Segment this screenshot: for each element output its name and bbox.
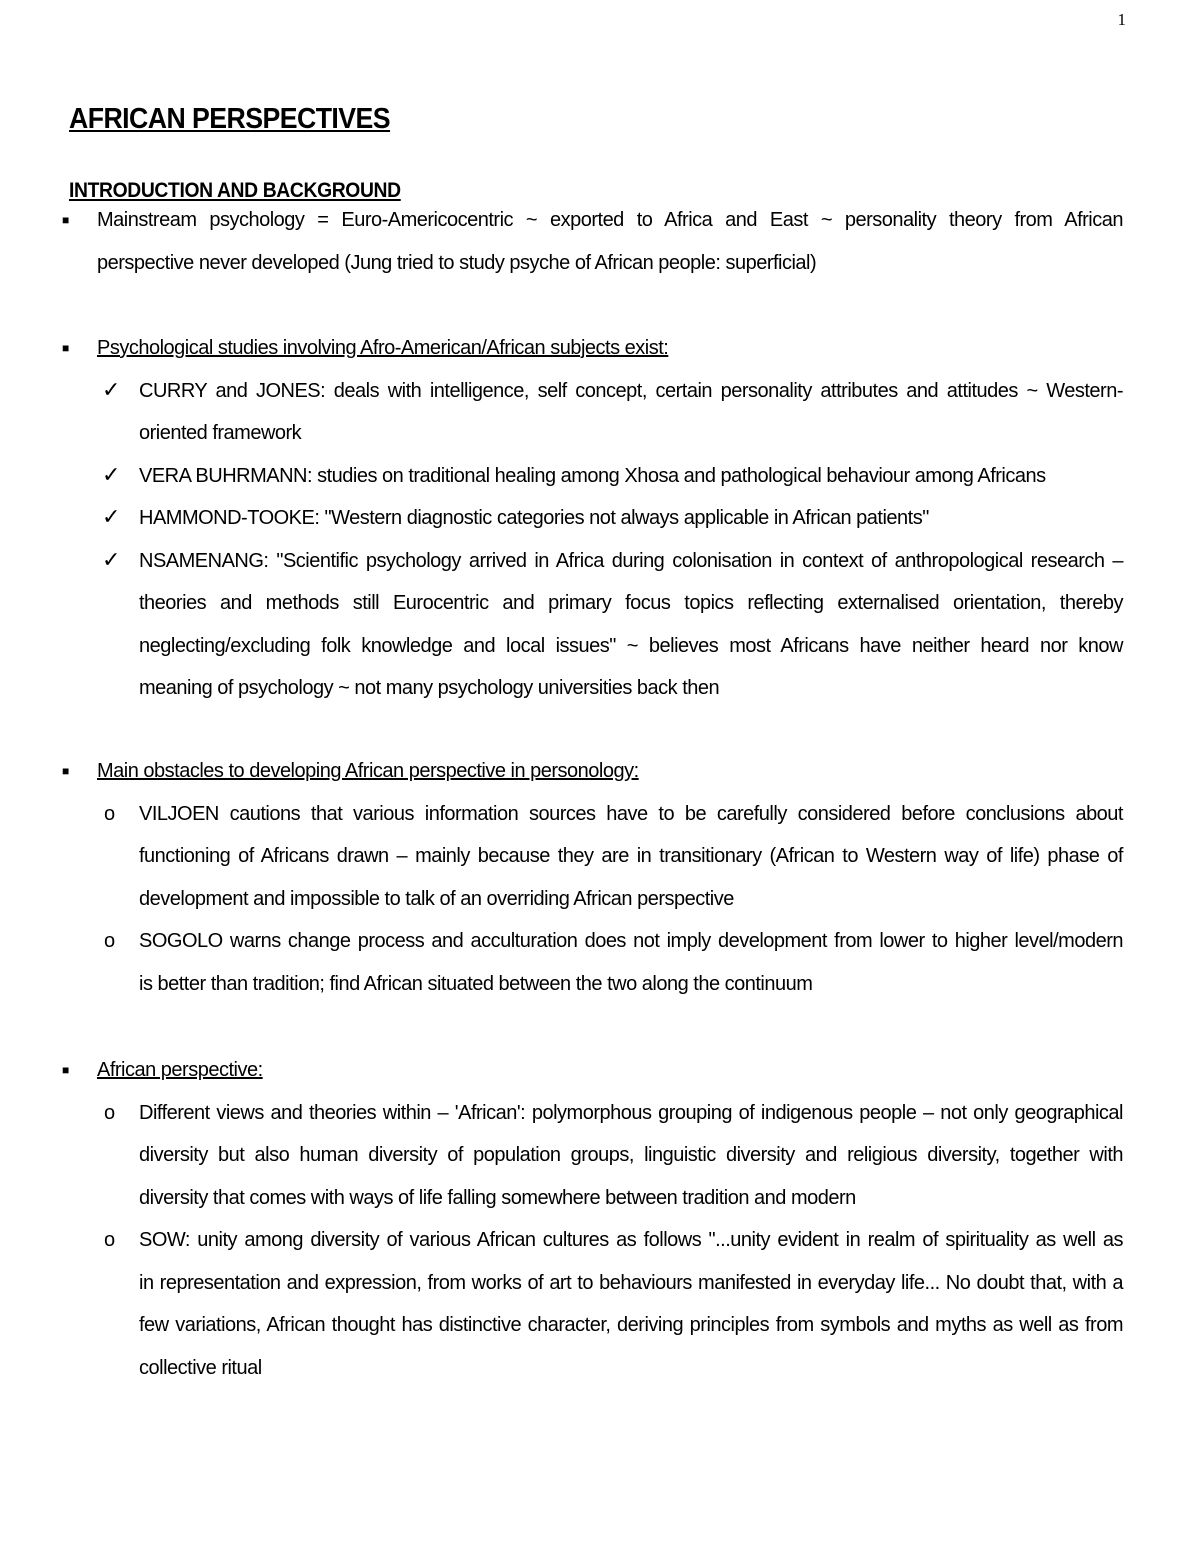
item-text: SOW: unity among diversity of various African cultures as follows "...unity evident in realm of spirituality as well as [139,1229,1123,1251]
document-title: AFRICAN PERSPECTIVES [69,103,391,135]
circle-bullet-icon: o [104,1229,116,1251]
obstacles-section [0,750,1200,1005]
checkmark-icon: ✓ [102,505,121,530]
item-text: NSAMENANG: "Scientific psychology arrived in Africa during colonisation in context of anthropological research – [139,549,1123,572]
list-item-line [0,1347,1200,1390]
square-bullet-icon: ■ [62,764,70,778]
list-item-line [0,199,1200,242]
section-heading: INTRODUCTION AND BACKGROUND [69,179,401,202]
item-text: theories and methods still Eurocentric and primary focus topics reflecting externalised orientation, thereby [139,592,1123,614]
square-bullet-icon: ■ [62,1063,70,1077]
list-item-line [0,750,1200,793]
square-bullet-icon: ■ [62,341,70,355]
list-item-line [0,1134,1200,1177]
list-item-line [0,1177,1200,1220]
circle-bullet-icon: o [104,930,116,952]
list-item-line [0,920,1200,963]
item-text: SOGOLO warns change process and acculturation does not imply development from lower to higher level/modern [139,930,1123,952]
list-item-line [0,1049,1200,1092]
list-item-line [0,1092,1200,1135]
item-text: meaning of psychology ~ not many psychology universities back then [139,677,720,699]
checkmark-icon: ✓ [102,462,121,488]
circle-bullet-icon: o [104,802,116,825]
checkmark-icon: ✓ [102,547,121,573]
list-item-line [0,582,1200,625]
item-text: development and impossible to talk of an overriding African perspective [139,887,734,910]
list-item-line [0,497,1200,540]
circle-bullet-icon: o [104,1101,116,1124]
list-item-line [0,963,1200,1006]
list-item-line [0,412,1200,455]
item-text: functioning of Africans drawn – mainly because they are in transitionary (African to Western way of life) phase of [139,845,1123,867]
item-text: VILJOEN cautions that various information sources have to be carefully considered before conclusions about [139,802,1123,825]
item-text: diversity that comes with ways of life falling somewhere between tradition and modern [139,1186,856,1209]
list-item-line [0,1262,1200,1305]
list-item-line [0,793,1200,836]
bullet-text: perspective never developed (Jung tried to study psyche of African people: superficial) [97,251,817,274]
square-bullet-icon: ■ [62,213,70,227]
item-text: diversity but also human diversity of population groups, linguistic diversity and religious diversity, together with [139,1144,1123,1166]
item-text: is better than tradition; find African situated between the two along the continuum [139,972,813,995]
list-item-line [0,370,1200,413]
subsection-heading: Psychological studies involving Afro-American/African subjects exist: [97,337,669,359]
checkmark-icon: ✓ [102,377,121,403]
list-item-line [0,835,1200,878]
subsection-heading: African perspective: [97,1059,263,1081]
item-text: HAMMOND-TOOKE: "Western diagnostic categories not always applicable in African patients" [139,507,929,529]
item-text: few variations, African thought has distinctive character, deriving principles from symbols and myths as well as from [139,1314,1123,1336]
bullet-text: Mainstream psychology = Euro-Americocentric ~ exported to Africa and East ~ personality theory from African [97,209,1123,231]
list-item-line [0,1304,1200,1347]
intro-bullet [0,199,1200,284]
list-item-line [0,327,1200,370]
list-item-line [0,878,1200,921]
item-text: CURRY and JONES: deals with intelligence, self concept, certain personality attributes and attitudes ~ Western- [139,379,1123,402]
item-text: VERA BUHRMANN: studies on traditional healing among Xhosa and pathological behaviour among Africans [139,464,1046,487]
item-text: in representation and expression, from works of art to behaviours manifested in everyday life... No doubt that, with a [139,1271,1123,1294]
item-text: neglecting/excluding folk knowledge and local issues" ~ believes most Africans have neither heard nor know [139,634,1123,657]
list-item-line [0,242,1200,285]
item-text: Different views and theories within – 'African': polymorphous grouping of indigenous people – not only geographical [139,1101,1123,1124]
list-item-line [0,1219,1200,1262]
list-item-line [0,667,1200,710]
list-item-line [0,625,1200,668]
item-text: oriented framework [139,422,302,444]
studies-section [0,327,1200,710]
list-item-line [0,455,1200,498]
african-perspective-section [0,1049,1200,1389]
list-item-line [0,540,1200,583]
subsection-heading: Main obstacles to developing African perspective in personology: [97,760,639,782]
page-number: 1 [1117,10,1126,29]
item-text: collective ritual [139,1356,262,1379]
